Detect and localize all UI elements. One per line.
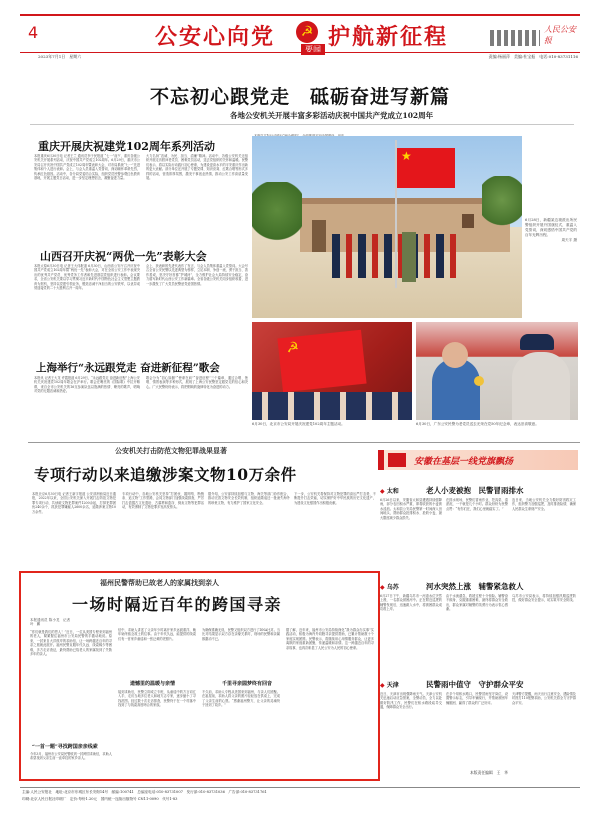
- sidebar-item2-body-3: 乌苏市公安局表示，将持续加强汛期巡逻防控，做好群众安全提示，切实筑牢安全防线。: [512, 594, 576, 603]
- feature-kicker: 福州民警帮助已故老人的家属找到亲人: [100, 578, 219, 587]
- medal-icon: [474, 376, 484, 386]
- feature-section2: 遗憾里的温暖与亲情: [130, 681, 176, 687]
- relics-body-3: 据介绍，公安部持续加强与文物、海关等部门协作配合，推动完善文物安全长效机制，组织追缴返还一批流失海外的珍贵文物，有力维护了国家文化安全。: [208, 492, 290, 505]
- silhouette-decoration: [490, 30, 540, 46]
- body-text-shanghai-2: 歌会分为“初心如磐”“使命在肩”“奋进征程”三个篇章，通过合唱、独唱、情景表演等多种形式，展现了上海公安民警坚定跟党走的信心和决心。广大民警纷纷表示，将把唱响的旋律转化为奋进的动力。: [146, 376, 248, 389]
- sidebar-item2-region-label: 乌苏: [386, 584, 399, 591]
- masthead-slogan-left: 公安心向党: [155, 24, 276, 50]
- body-text-shanghai-1: 本报讯 记者王大龙 许霞报道 6月29日，“永远跟党走 奋进新征程”上海公安机关庆祝建党102周年歌会在沪举行。歌会在嘹亮的《国际歌》中拉开帷幕，来自全市公安机关的16支参演队伍以饱满的热情、嘹亮的歌声，唱响对党的无限忠诚和热爱。: [34, 376, 140, 394]
- subheading-shanghai: 上海举行“永远跟党走 奋进新征程”歌会: [36, 362, 220, 374]
- tree-right: [482, 176, 522, 236]
- section-badge: 要闻: [301, 44, 325, 55]
- feature-headline: 一场时隔近百年的跨国寻亲: [72, 595, 283, 614]
- building-window: [462, 214, 474, 228]
- issue-date: 2023年7月1日 星期六: [38, 54, 82, 59]
- party-flag-emblem-icon: ☭: [285, 339, 300, 357]
- feature-section3: 千里寻亲圆梦终有回音: [222, 681, 273, 687]
- sidebar-banner-title: 安徽在基层一线党旗飘扬: [414, 457, 514, 467]
- national-flag: [397, 148, 455, 188]
- feature-body-2: 信中，求助人讲述了父亲年少时离开家乡远渡重洋，晚年始终惦念故土的往事。由于年代久远，能提供的线索仅有一首家乡童谣和一张泛黄的老照片。: [118, 628, 196, 641]
- page-number: 4: [28, 23, 39, 42]
- sidebar-item3-region: [380, 680, 399, 689]
- officers-group: [332, 234, 462, 278]
- lead-subhead: 各地公安机关开展丰富多彩活动庆祝中国共产党成立102周年: [230, 111, 434, 120]
- relics-body-1: 本报北京6月30日电 记者王新宇报道 公安部刑侦局近日通报，2022年以来，全国公安机关深入开展打击防范文物犯罪专项行动，共侦破文物犯罪案件1200余起，打掉犯罪团伙240余个，抓获犯罪嫌疑人2600余名，追缴涉案文物10万余件。: [32, 492, 116, 514]
- side-caption-credit: 周天宇 摄: [561, 238, 577, 242]
- feature-body-1b: 今年3月，福州市公安局民警收到一封跨国求助信，求助人希望找到父亲生前一直牵挂的家乡亲人。: [30, 752, 112, 761]
- flag-star-icon: ★: [401, 149, 412, 163]
- caption-left: 6月30日，北京市公安局开展庆祝建党102周年主题活动。: [252, 422, 345, 426]
- side-caption-text: 6月28日，新疆某边境派出所民警组织开展升国旗仪式，重温入党誓词，深切感悟中国共产党的百年光辉历程。: [525, 218, 577, 237]
- body-text-chongqing-1: 本报重庆6月30日电 记者王兰 通讯员李子民报道 “七一”前夕，重庆各级公安机关开展系列活动，庆祝中国共产党成立102周年。6月29日，重庆市公安局召开庆祝中国共产党成立102周年暨表彰大会，对市局系统“七一”先进集体和个人进行表彰。会上，与会人员重温入党誓词，深切缅怀革命先烈，传承红色基因。活动中，各分局党委结合实际，组织党员民警参观红色教育基地，开展主题党日活动，进一步坚定理想信念，凝聚奋进力量。: [34, 154, 140, 181]
- caption-right: 6月30日，广东公安民警为老党员送去光荣在党50年纪念章，表达崇高敬意。: [416, 422, 539, 426]
- tree-left: [252, 182, 302, 252]
- sidebar-item3-body-2: 在多个易积水路口，民警冒雨坚守岗位，设置警示标志，引导车辆绕行，并帮助被困车辆脱困，赢得了群众的广泛好评。: [446, 692, 508, 705]
- sidebar-item3-title: 民警雨中值守 守护群众平安: [426, 680, 524, 689]
- relics-headline: 专项行动以来追缴涉案文物10万余件: [34, 465, 297, 484]
- building-door: [312, 220, 326, 252]
- officer-cap: [520, 334, 554, 350]
- officer-figure: [512, 352, 570, 420]
- party-flag: [277, 330, 366, 392]
- feature-body-3: 为确保准确无误，民警又组织双方进行了DNA比对。当比对结果显示双方存在亲缘关系时，现场的民警和亲属都激动不已。: [202, 628, 280, 641]
- side-photo-caption: [525, 218, 577, 243]
- feature-section1: “一首一题”寻找跨国亲亲线索: [32, 744, 98, 750]
- sidebar-item1-body-3: 连日来，当地公安机关全力做好防汛救灾工作，组织警力加强巡逻，及时排查险情，确保人民群众生命财产安全。: [512, 498, 576, 511]
- subheading-shanxi: 山西召开庆祝“两优一先”表彰大会: [40, 250, 207, 263]
- footer-line-2: 印刷:北京人民日报社印刷厂 定价:每份1.20元 国内统一连续出版物号 CN11-0090 代号1-83: [22, 797, 178, 801]
- sidebar-banner: [378, 450, 578, 470]
- feature-body-4: 据了解，近年来，福州市公安局持续深化“我为群众办实事”实践活动，积极为海内外同胞寻亲提供帮助，已累计帮助数十个家庭实现团圆。民警表示，将继续用心用情服务群众，让更多离散的家庭重新团聚，传递温暖和亲情。这一跨越近百年的寻亲故事，也再次彰显了人民公安为人民的初心使命。: [286, 628, 374, 650]
- relics-body-4: 下一步，公安机关将保持对文物犯罪的高压严打态势，不断提升打击效能，切实保护好中华民族的历史文化遗产，为建设文化强国作出积极贡献。: [294, 492, 376, 505]
- location-pin-icon: ◆: [380, 682, 385, 689]
- footer-line-1: 主编:人民公安报社 地址:北京市东城区东长安街14号 邮编:100741 总编室电话:010-83731007 发行部:010-83731036 广告部:010-83731761: [22, 790, 267, 794]
- date-line: [20, 52, 580, 61]
- body-text-shanxi-2: 会上，获表彰的先进代表作了发言，与会人员集体重温入党誓词。大会号召全省公安民警以先进典型为榜样，立足本职、争创一流，勇于担当、善作善成，坚决守好首都“护城河”，全力维护社会大局持续安全稳定，奋力谱写新时代山西公安工作新篇章。全省各级公安机关同步组织收看，进一步激发了广大党员民警爱党爱国热情。: [146, 264, 248, 286]
- sidebar-banner-flag-icon: [388, 453, 406, 467]
- sidebar-item2-body-1: 6月27日下午，新疆乌苏市一河道水位突然上涨，一名群众被困河中。正在附近巡逻的辅警发现后，迅速跳入水中，将被困群众成功救上岸。: [380, 594, 442, 612]
- divider: [28, 442, 580, 443]
- relics-kicker: 公安机关打击防范文物犯罪战果显著: [115, 446, 227, 455]
- participants: [252, 392, 412, 420]
- paper-logo: 人民公安报: [544, 25, 576, 45]
- sidebar-item2-title: 河水突然上涨 辅警紧急救人: [426, 582, 524, 591]
- sidebar-item2-body-2: 由于水流湍急，救援过程十分惊险。辅警奋不顾身，克服重重困难，最终将群众安全救出，群众家属对辅警的英勇行为表示衷心感谢。: [446, 594, 508, 612]
- location-pin-icon: ◆: [380, 488, 385, 495]
- divider: [30, 124, 574, 125]
- feature-body-1: “你们就是我们的恩人！”近日，一位从美国专程来到福州的老人，紧紧握住福州市公安局民警的手激动地说。原来，一封来自大洋彼岸的求助信，让一场跨越近百年的寻亲之旅就此展开。福州民警克服年代久远、线索稀少等困难，多方走访查证，最终帮助已故老人的家属找到了失散多年的亲人。: [30, 630, 112, 657]
- sidebar-item3-body-3: 天津警方提醒，雨天出行注意安全，遇险情及时拨打110报警求助，公安机关将全力守护群众平安。: [512, 692, 576, 705]
- badge-ceremony-photo: [252, 322, 412, 420]
- feature-body-2b: 接到求助后，民警立即成立专班，从童谣中的方言词汇入手，走访当地多位老人和地方志专家，逐步缩小了寻找范围。经过数十次走访排查，民警终于在一个村落中找到了与线索高度吻合的家族。: [118, 690, 196, 708]
- sidebar-editor-note: 本版责任编辑 王 华: [470, 770, 508, 775]
- flag-raising-photo: [252, 136, 522, 318]
- editor-info: 责编:杨丽萍 美编:杜宝振 电话:010-83731116: [488, 54, 578, 59]
- subheading-chongqing: 重庆开展庆祝建党102周年系列活动: [38, 140, 215, 153]
- elder-head: [442, 342, 468, 368]
- masthead-slogan-right: 护航新征程: [328, 24, 449, 50]
- feature-body-3b: 不久前，求助人专程从美国来到福州，与亲人们团聚。在祖屋前，求助人将父亲的照片轻轻放在供桌上，完成了父亲生前的心愿。“感谢福州警方，让父亲的灵魂终于回到了故乡。”: [202, 690, 280, 708]
- masthead: [20, 14, 580, 52]
- sidebar-item1-body-1: 6月26日以来，安徽省太和县遭遇持续强降雨，部分农田积水严重，即将收获的小麦被水浸泡。太和县公安局民警第一时间深入田间地头，帮助群众抢排积水、抢收小麦，最大限度减少群众损失。: [380, 498, 442, 520]
- sidebar-item1-title: 老人小麦被抱 民警冒雨排水: [426, 486, 524, 495]
- lead-headline: 不忘初心跟党走 砥砺奋进写新篇: [149, 86, 450, 108]
- sidebar-item3-region-label: 天津: [386, 682, 399, 689]
- footer-divider: [20, 787, 580, 788]
- medal-presentation-photo: [416, 322, 578, 420]
- body-text-shanxi-1: 本报太原6月30日电 记者王大伟报道 6月30日，山西省公安厅召开庆祝中国共产党成立102周年暨“两优一先”表彰大会，对在全省公安工作中表现突出的优秀共产党员、优秀党务工作者和先进基层党组织进行表彰。会议要求，全省公安机关要以学习贯彻习近平新时代中国特色社会主义思想主题教育为契机，坚持以党建引领业务，锻造忠诚干净担当的公安铁军，以优异成绩迎接党的二十大胜利召开一周年。: [34, 264, 140, 291]
- party-emblem-icon: ☭: [296, 21, 318, 43]
- sidebar-item1-region: [380, 486, 399, 495]
- sidebar-item2-region: [380, 582, 399, 591]
- location-pin-icon: ◆: [380, 584, 385, 591]
- feature-byline: 本报通讯员 陈小龙 记者 叶 鹏: [30, 618, 70, 627]
- soldier: [402, 232, 416, 282]
- relics-body-2: 专项行动中，各地公安机关坚持“打团伙、摧网络、断链条、追文物”工作思路，会同文物部门加强线索排查，严厉打击盗掘古文化遗址、古墓葬和盗窃、倒卖文物等犯罪活动，有效遏制了文物犯罪多发高发势头。: [122, 492, 204, 510]
- sidebar-item1-region-label: 太和: [386, 488, 399, 495]
- body-text-chongqing-2: 大力弘扬“忠诚、为民、担当、清廉”精神。活动中，各级公安机关还组织开展走访慰问老党员、困难党员活动，送去党组织的关怀和温暖。民警们表示，将以实际行动践行初心使命，为建设更高水平的平安重庆作出新的更大贡献。部分单位还开展了专题党课、知识竞赛、红歌合唱等形式多样的活动，营造浓厚氛围，激发干事创业热情，推动公安工作高质量发展。: [146, 154, 248, 181]
- sidebar-item3-body-1: 近日，天津市出现强降雨天气。天津公安机关迅速启动应急预案，全警动员，全力以赴做好防汛工作，民警们在积水路段疏导交通，保障群众安全出行。: [380, 692, 442, 710]
- sidebar-item1-body-2: 在排水现场，民警们冒雨作业，挖沟渠、清淤泥，一干就是几个小时。群众纷纷为民警点赞：“有你们在，我们心里就踏实了。”: [446, 498, 508, 511]
